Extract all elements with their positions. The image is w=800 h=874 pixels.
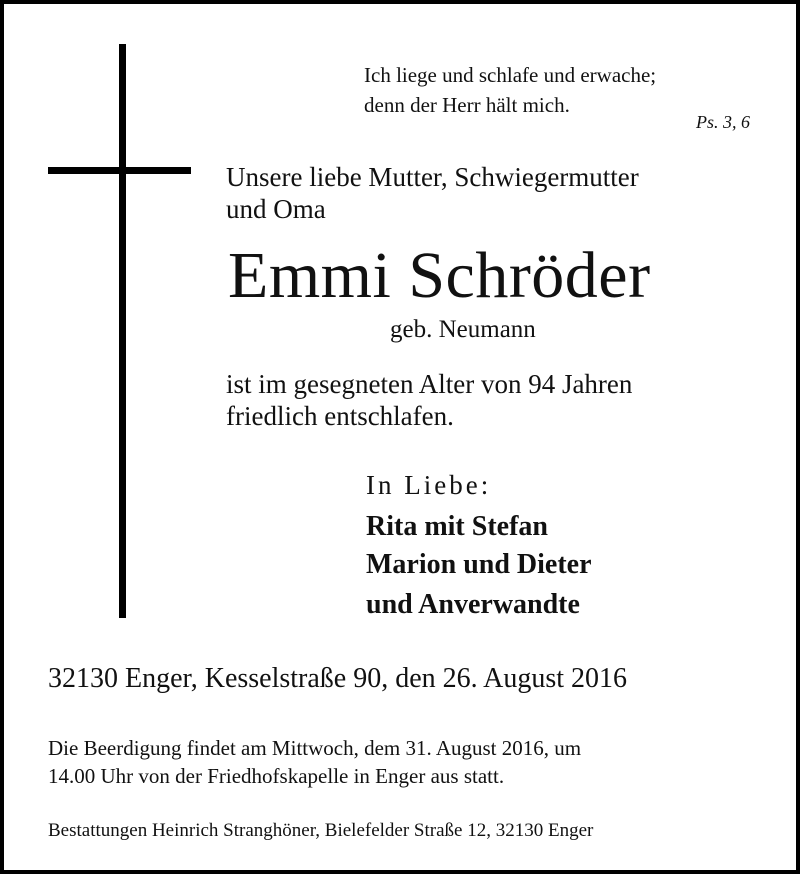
verse-line-2: denn der Herr hält mich. [364, 93, 570, 117]
funeral-line-2: 14.00 Uhr von der Friedhofskapelle in Enger aus statt. [48, 764, 505, 788]
verse-line-1: Ich liege und schlafe und erwache; [364, 63, 657, 87]
bible-verse [364, 60, 656, 120]
maiden-name: geb. Neumann [390, 316, 536, 343]
mourner-name: Rita mit Stefan [366, 511, 548, 542]
intro-text [226, 161, 639, 225]
cross-vertical-bar [119, 44, 126, 618]
intro-line-2: und Oma [226, 194, 326, 224]
age-line-2: friedlich entschlafen. [226, 401, 454, 431]
mourner-name: Marion und Dieter [366, 549, 592, 580]
funeral-details [48, 734, 581, 790]
place-and-date: 32130 Enger, Kesselstraße 90, den 26. August 2016 [48, 663, 628, 694]
cross-horizontal-bar [48, 167, 191, 174]
age-statement [226, 368, 632, 432]
mourners-header: In Liebe: [366, 470, 492, 500]
mourner-name: und Anverwandte [366, 589, 580, 620]
undertaker-info: Bestattungen Heinrich Stranghöner, Bielefelder Straße 12, 32130 Enger [48, 820, 594, 841]
intro-line-1: Unsere liebe Mutter, Schwiegermutter [226, 162, 639, 192]
age-line-1: ist im gesegneten Alter von 94 Jahren [226, 369, 633, 399]
funeral-line-1: Die Beerdigung findet am Mittwoch, dem 31. August 2016, um [48, 736, 582, 760]
verse-reference: Ps. 3, 6 [696, 112, 750, 132]
deceased-name: Emmi Schröder [228, 239, 651, 312]
